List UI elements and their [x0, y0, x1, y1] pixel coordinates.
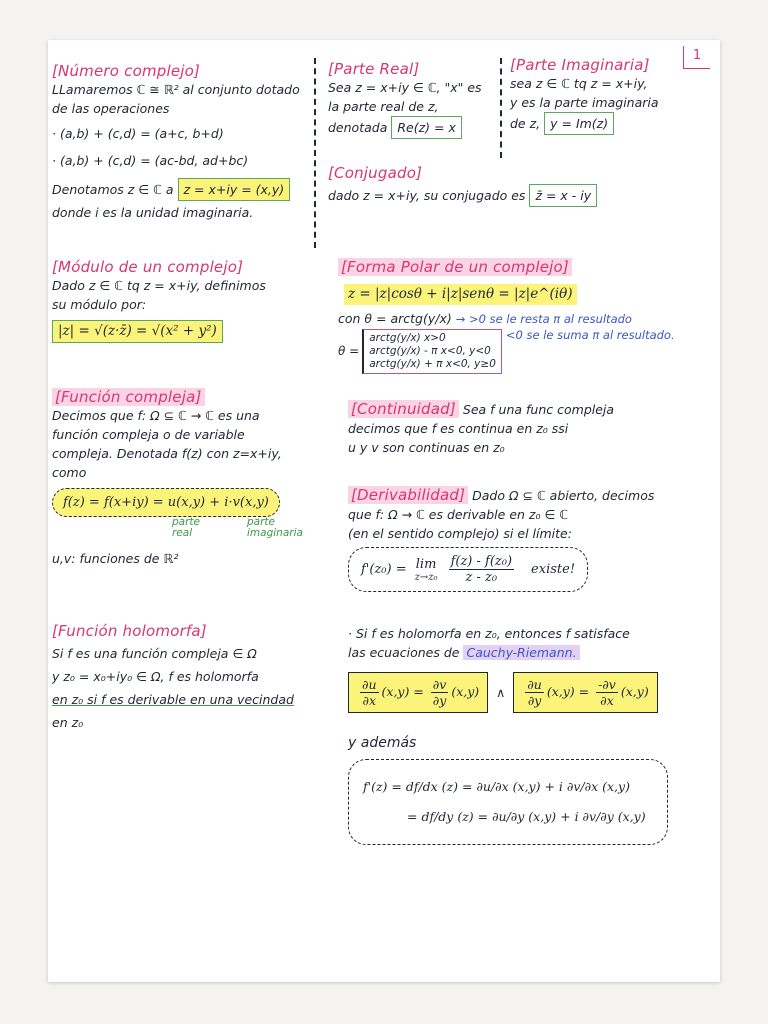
text-line: decimos que f es continua en z₀ ssi [348, 421, 569, 436]
section-title: [Módulo de un complejo] [52, 258, 244, 276]
text-line: y es la parte imaginaria [510, 95, 659, 110]
cr-equation-2: $\frac{\partial u}{\partial y}$ (x,y) = $\frac{-\partial v}{\partial x}$ (x,y) [513, 672, 657, 713]
cr-equation-1: $\frac{\partial u}{\partial x}$ (x,y) = $\frac{\partial v}{\partial y}$ (x,y) [348, 672, 488, 713]
theta-cases-box [362, 329, 502, 374]
limit-lhs: f'(z₀) = [361, 562, 407, 577]
section-numero-complejo [52, 62, 300, 222]
text-line: como [52, 465, 87, 480]
section-modulo [52, 258, 266, 343]
cauchy-riemann-name: Cauchy-Riemann. [463, 645, 579, 660]
derivative-row-1: f'(z) = df/dx (z) = ∂u/∂x (x,y) + i ∂v/∂x (x,y) [363, 779, 630, 794]
derivative-limit [348, 547, 588, 592]
theta-case-1: arctg(y/x) x>0 [369, 332, 446, 344]
operation-product: · (a,b) + (c,d) = (ac-bd, ad+bc) [52, 153, 249, 168]
derivability-line-1 [348, 486, 654, 505]
text-line: la parte real de z, [328, 99, 439, 114]
text-line: función compleja o de variable [52, 427, 245, 442]
conjugate-prefix: dado z = x+iy, su conjugado es [328, 188, 526, 203]
theta-note-positive: → >0 se le resta π al resultado [455, 312, 632, 326]
limit-fraction [449, 554, 514, 585]
derivability-line-1-text: Dado Ω ⊆ ℂ abierto, decimos [472, 488, 655, 503]
eq1-lhs-arg: (x,y) [381, 684, 410, 699]
eq2-lhs-den: ∂y [527, 693, 542, 708]
eq1-rhs-den: ∂y [432, 693, 447, 708]
denotation-line [510, 112, 659, 135]
text-line: · Si f es holomorfa en z₀, entonces f satisface [348, 626, 630, 641]
eq1-lhs-num: ∂u [362, 677, 377, 692]
polar-formula: z = |z|cosθ + i|z|senθ = |z|e^(iθ) [344, 284, 577, 305]
section-title: [Conjugado] [328, 164, 423, 182]
section-title-text: [Función compleja] [52, 388, 205, 406]
section-parte-imaginaria [510, 56, 659, 135]
text-line: (en el sentido complejo) si el límite: [348, 526, 572, 541]
theta-cases [338, 329, 675, 374]
limit-subscript: z→z₀ [414, 571, 438, 583]
section-title: [Continuidad] [348, 400, 459, 418]
denotation-line [52, 178, 300, 201]
notes-page [48, 40, 720, 982]
section-conjugado [328, 164, 597, 207]
label-real-part: parte real [172, 516, 200, 539]
denotation-line [328, 116, 482, 139]
modulus-formula: |z| = √(z·z̄) = √(x² + y²) [52, 320, 223, 343]
section-continuidad [348, 400, 614, 457]
text-line: LLamaremos ℂ ≅ ℝ² al conjunto dotado [52, 82, 300, 97]
limit-numerator: f(z) - f(z₀) [450, 554, 513, 569]
eq1-rhs-arg: (x,y) [451, 684, 480, 699]
real-part-box: Re(z) = x [391, 116, 462, 139]
theta-case-3: arctg(y/x) + π x<0, y≥0 [369, 358, 496, 370]
denotation-prefix: Denotamos z ∈ ℂ a [52, 182, 174, 197]
cr-intro-prefix: las ecuaciones de [348, 645, 460, 660]
theta-note-negative: <0 se le suma π al resultado. [505, 328, 675, 342]
denotation-box: z = x+iy = (x,y) [178, 178, 291, 201]
imag-part-box: y = Im(z) [544, 112, 614, 135]
text-line: Si f es una función compleja ∈ Ω [52, 646, 257, 661]
theta-definition: con θ = arctg(y/x) [338, 311, 452, 326]
section-title: [Parte Imaginaria] [510, 56, 650, 74]
text-line: Dado z ∈ ℂ tq z = x+iy, definimos [52, 278, 266, 293]
text-line: de las operaciones [52, 101, 170, 116]
limit-exists: existe! [531, 562, 576, 577]
label-imag-part: parte imaginaria [247, 516, 303, 539]
text-line: en z₀ si f es derivable en una vecindad [52, 692, 294, 707]
eq2-rhs-den: ∂x [600, 693, 614, 708]
derivative-identity [348, 759, 668, 845]
conjugate-box: z̄ = x - iy [529, 184, 597, 207]
continuity-line-1-text: Sea f una func compleja [462, 402, 615, 417]
section-title: [Derivabilidad] [348, 486, 468, 504]
eq1-rhs-num: ∂v [432, 677, 447, 692]
section-funcion-holomorfa [52, 622, 294, 732]
text-line: que f: Ω → ℂ es derivable en z₀ ∈ ℂ [348, 507, 569, 522]
text-line: en z₀ [52, 715, 84, 730]
eq1-lhs-den: ∂x [362, 693, 377, 708]
eq2-lhs-num: ∂u [527, 677, 542, 692]
text-line: compleja. Denotada f(z) con z=x+iy, [52, 446, 282, 461]
text-line: donde i es la unidad imaginaria. [52, 205, 254, 220]
and-symbol: ∧ [496, 685, 506, 700]
ademas-title: y además [348, 735, 417, 751]
part-labels [52, 516, 303, 547]
eq2-lhs-arg: (x,y) [546, 684, 575, 699]
cauchy-riemann-intro [348, 643, 658, 662]
section-title: [Número complejo] [52, 62, 201, 80]
conjugate-line [328, 184, 597, 207]
text-line: y z₀ = x₀+iy₀ ∈ Ω, f es holomorfa [52, 669, 259, 684]
eq2-rhs-arg: (x,y) [620, 684, 649, 699]
denotation-prefix: denotada [328, 120, 388, 135]
text-line: u y v son continuas en z₀ [348, 440, 505, 455]
theta-label: θ = [338, 344, 360, 358]
uv-note: u,v: funciones de ℝ² [52, 551, 179, 566]
section-title-text: [Forma Polar de un complejo] [338, 258, 572, 276]
limit-denominator: z - z₀ [465, 570, 498, 585]
text-line: su módulo por: [52, 297, 147, 312]
cr-equations [348, 672, 658, 713]
section-title [52, 388, 282, 406]
column-divider-left [314, 58, 316, 248]
eq2-rhs-num: -∂v [598, 677, 616, 692]
limit-operator [415, 557, 438, 583]
column-divider-right [500, 58, 502, 158]
section-title: [Función holomorfa] [52, 622, 207, 640]
text-line: sea z ∈ ℂ tq z = x+iy, [510, 76, 648, 91]
text-line: Sea z = x+iy ∈ ℂ, "x" es [328, 80, 482, 95]
theta-case-2: arctg(y/x) - π x<0, y<0 [369, 345, 491, 357]
derivative-row-2: = df/dy (z) = ∂u/∂y (x,y) + i ∂v/∂y (x,y) [407, 809, 646, 824]
section-title [338, 258, 675, 276]
section-ademas [348, 734, 668, 845]
complex-function-formula: f(z) = f(x+iy) = u(x,y) + i·v(x,y) [52, 488, 280, 517]
section-parte-real [328, 60, 482, 139]
page-number: 1 [683, 46, 710, 69]
continuity-line-1 [348, 400, 614, 419]
section-cauchy-riemann [348, 624, 658, 713]
section-forma-polar [338, 258, 675, 374]
denotation-prefix: de z, [510, 116, 541, 131]
text-line: Decimos que f: Ω ⊆ ℂ → ℂ es una [52, 408, 260, 423]
section-title: [Parte Real] [328, 60, 420, 78]
theta-definition-line [338, 309, 675, 329]
operation-sum: · (a,b) + (c,d) = (a+c, b+d) [52, 126, 224, 141]
section-derivabilidad [348, 486, 654, 592]
limit-word: lim [415, 556, 437, 572]
section-funcion-compleja [52, 388, 303, 568]
